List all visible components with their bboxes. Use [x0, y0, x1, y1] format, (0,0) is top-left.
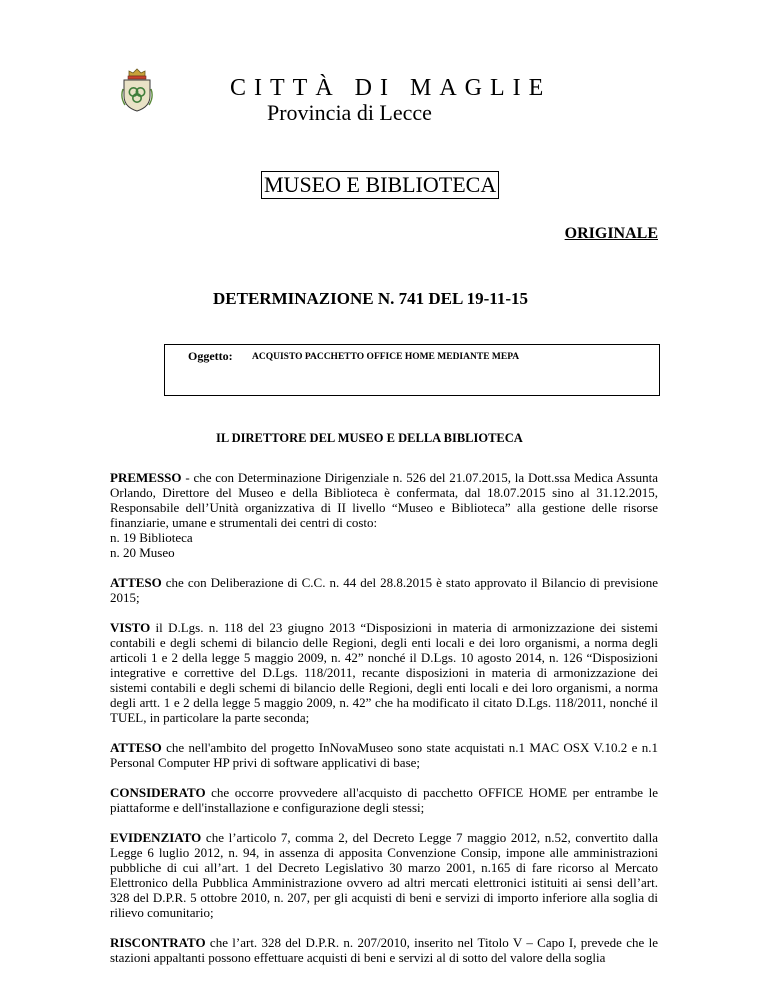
paragraph-lead: CONSIDERATO [110, 785, 206, 800]
paragraph-text: - che con Determinazione Dirigenziale n. 526 del 21.07.2015, la Dott.ssa Medica Assunta Orlando, Direttore del Museo e della Biblioteca è confermata, dal 18.07.2015 sino al 31.12.2015, Responsabile dell’Unità organizzativa di II livello “Museo e Biblioteca” alla gestione delle risorse finanziarie, umane e strumentali dei centri di costo: [110, 470, 658, 530]
paragraph-text: che con Deliberazione di C.C. n. 44 del 28.8.2015 è stato approvato il Bilancio di previsione 2015; [110, 575, 658, 605]
paragraph-atteso [110, 575, 658, 605]
paragraph-lead: RISCONTRATO [110, 935, 206, 950]
paragraph-lead: VISTO [110, 620, 151, 635]
paragraph-considerato [110, 785, 658, 815]
cost-center-item: n. 19 Biblioteca [110, 530, 193, 545]
paragraph-lead: ATTESO [110, 740, 162, 755]
paragraph-atteso-2 [110, 740, 658, 770]
subject-box [164, 344, 660, 396]
coat-of-arms-icon [120, 67, 154, 113]
paragraph-text: che nell'ambito del progetto InNovaMuseo sono state acquistati n.1 MAC OSX V.10.2 e n.1 Personal Computer HP privi di software applicativi di base; [110, 740, 658, 770]
document-body [110, 470, 658, 965]
cost-center-item: n. 20 Museo [110, 545, 175, 560]
paragraph-text: che l’art. 328 del D.P.R. n. 207/2010, inserito nel Titolo V – Capo I, prevede che le stazioni appaltanti possono effettuare acquisti di beni e servizi al di sotto del valore della soglia [110, 935, 658, 965]
paragraph-text: che l’articolo 7, comma 2, del Decreto Legge 7 maggio 2012, n.52, convertito dalla Legge 6 luglio 2012, n. 94, in assenza di apposita Convenzione Consip, impone alle amministrazioni pubbliche di cui all’art. 1 del Decreto Legislativo 30 marzo 2001, n.165 di fare ricorso al Mercato Elettronico della Pubblica Amministrazione ovvero ad altri mercati elettronici istituiti ai sensi dell’art. 328 del D.P.R. 5 ottobre 2010, n. 207, per gli acquisti di beni e servizi di importo inferiore alla soglia di rilievo comunitario; [110, 830, 658, 920]
paragraph-text: il D.Lgs. n. 118 del 23 giugno 2013 “Disposizioni in materia di armonizzazione dei sistemi contabili e degli schemi di bilancio delle Regioni, degli enti locali e dei loro organismi, a norma degli articoli 1 e 2 della legge 5 maggio 2009, n. 42” nonché il D.Lgs. 10 agosto 2014, n. 126 “Disposizioni integrative e correttive del D.Lgs. 118/2011, recante disposizioni in materia di armonizzazione dei sistemi contabili e degli schemi di bilancio delle Regioni, degli enti locali e dei loro organismi, a norma degli artt. 1 e 2 della legge 5 maggio 2009, n. 42” che ha modificato il citato D.Lgs. 118/2011, nonché il TUEL, in particolare la parte seconda; [110, 620, 658, 725]
director-heading: IL DIRETTORE DEL MUSEO E DELLA BIBLIOTECA [216, 431, 523, 445]
paragraph-premesso [110, 470, 658, 560]
paragraph-riscontrato [110, 935, 658, 965]
city-name: CITTÀ DI MAGLIE [230, 75, 552, 101]
paragraph-lead: PREMESSO [110, 470, 182, 485]
paragraph-evidenziato [110, 830, 658, 920]
department-title: MUSEO E BIBLIOTECA [261, 171, 499, 199]
determination-title: DETERMINAZIONE N. 741 DEL 19-11-15 [213, 289, 529, 308]
paragraph-lead: ATTESO [110, 575, 162, 590]
paragraph-text: che occorre provvedere all'acquisto di pacchetto OFFICE HOME per entrambe le piattaforme e dell'installazione e configurazione degli stessi; [110, 785, 658, 815]
province-name: Provincia di Lecce [267, 100, 432, 125]
paragraph-visto [110, 620, 658, 725]
subject-label: Oggetto: [188, 349, 233, 363]
paragraph-lead: EVIDENZIATO [110, 830, 202, 845]
subject-text: ACQUISTO PACCHETTO OFFICE HOME MEDIANTE MEPA [252, 352, 520, 362]
original-label: ORIGINALE [564, 225, 658, 242]
